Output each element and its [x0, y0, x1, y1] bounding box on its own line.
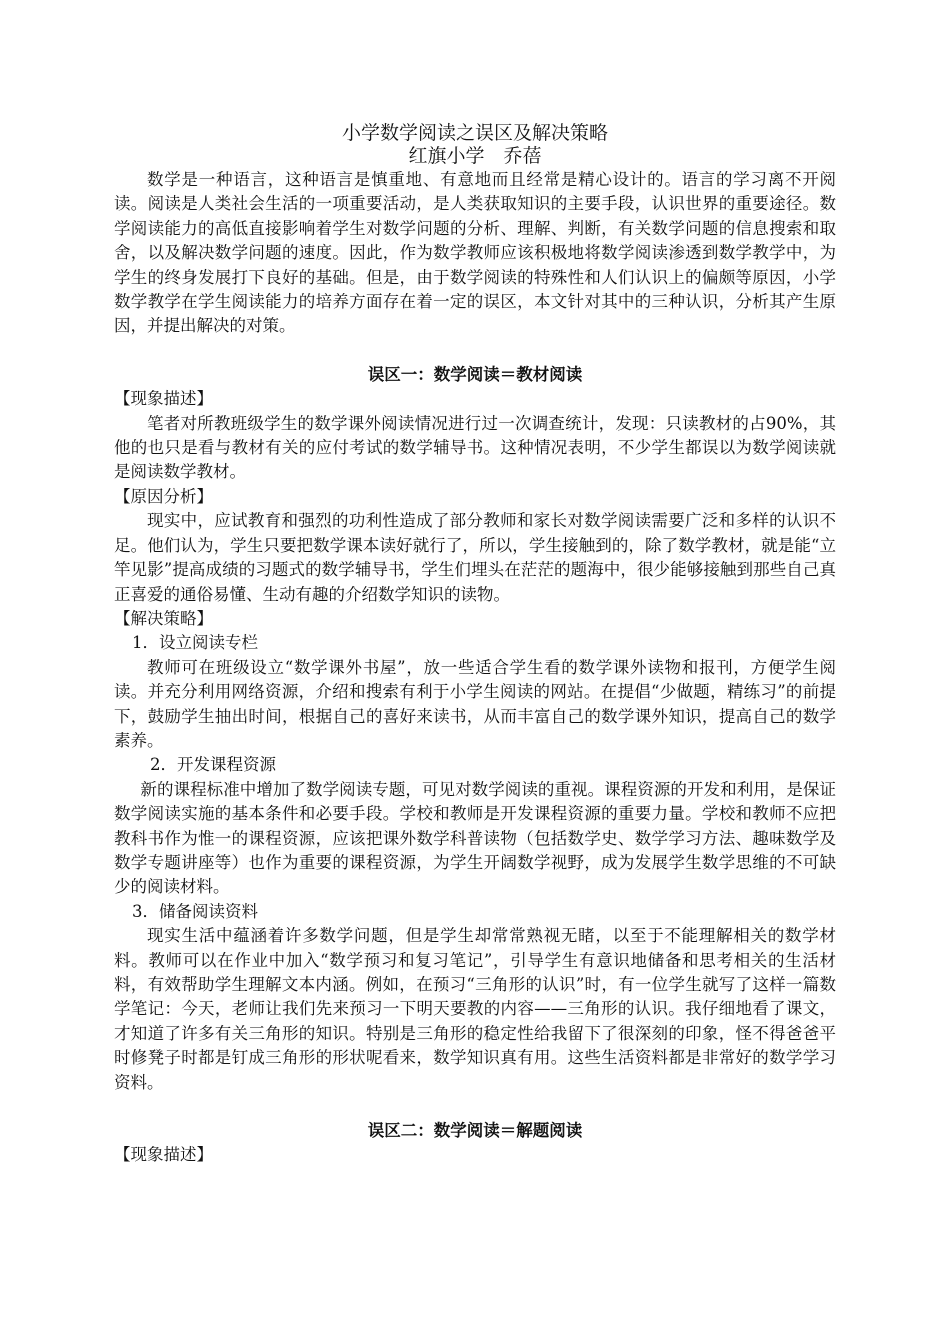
solution-item1-text: 教师可在班级设立“数学课外书屋”，放一些适合学生看的数学课外读物和报刊，方便学生阅读。并充分利用网络资源，介绍和搜索有利于小学生阅读的网站。在提倡“少做题，精练习”的前提下，鼓励学生抽出时间，根据自己的喜好来读书，从而丰富自己的数学课外知识，提高自己的数学素养。: [114, 657, 836, 750]
document-page: [114, 122, 836, 1168]
section1-phenomenon-text: 笔者对所教班级学生的数学课外阅读情况进行过一次调查统计，发现：只读教材的占90%，其他的也只是看与教材有关的应付考试的数学辅导书。这种情况表明，不少学生都误以为数学阅读就是阅读数学教材。: [114, 413, 836, 482]
solution-item2-title: 2．开发课程资源: [150, 755, 276, 775]
section1-cause-tag: 【原因分析】: [114, 486, 213, 506]
solution-item3-text: 现实生活中蕴涵着许多数学问题，但是学生却常常熟视无睹，以至于不能理解相关的数学材料。教师可以在作业中加入“数学预习和复习笔记”，引导学生有意识地储备和思考相关的生活材料，有效帮助学生理解文本内涵。例如，在预习“三角形的认识”时，有一位学生就写了这样一篇数学笔记：今天，老师让我们先来预习一下明天要教的内容——三角形的认识。我仔细地看了课文，才知道了许多有关三角形的知识。特别是三角形的稳定性给我留下了很深刻的印象，怪不得爸爸平时修凳子时都是钉成三角形的形状呢看来，数学知识真有用。这些生活资料都是非常好的数学学习资料。: [114, 926, 836, 1092]
section2-heading: 误区二：数学阅读＝解题阅读: [367, 1121, 583, 1141]
section1-cause-text: 现实中，应试教育和强烈的功利性造成了部分教师和家长对数学阅读需要广泛和多样的认识不足。他们认为，学生只要把数学课本读好就行了，所以，学生接触到的，除了数学教材，就是能“立竿见影”提高成绩的习题式的数学辅导书，学生们埋头在茫茫的题海中，很少能够接触到那些自己真正喜爱的通俗易懂、生动有趣的介绍数学知识的读物。: [114, 511, 836, 604]
document-author: 红旗小学 乔蓓: [408, 145, 542, 167]
intro-paragraph: 数学是一种语言，这种语言是慎重地、有意地而且经常是精心设计的。语言的学习离不开阅读。阅读是人类社会生活的一项重要活动，是人类获取知识的主要手段，认识世界的重要途径。数学阅读能力的高低直接影响着学生对数学问题的分析、理解、判断，有关数学问题的信息搜索和取舍，以及解决数学问题的速度。因此，作为数学教师应该积极地将数学阅读渗透到数学教学中，为学生的终身发展打下良好的基础。但是，由于数学阅读的特殊性和人们认识上的偏颇等原因，小学数学教学在学生阅读能力的培养方面存在着一定的误区，本文针对其中的三种认识，分析其产生原因，并提出解决的对策。: [114, 170, 836, 336]
solution-item3-title: 3．储备阅读资料: [132, 901, 258, 921]
solution-item2-text: 新的课程标准中增加了数学阅读专题，可见对数学阅读的重视。课程资源的开发和利用，是保证数学阅读实施的基本条件和必要手段。学校和教师是开发课程资源的重要力量。学校和教师不应把教科书作为惟一的课程资源，应该把课外数学科普读物（包括数学史、数学学习方法、趣味数学及数学专题讲座等）也作为重要的课程资源，为学生开阔数学视野，成为发展学生数学思维的不可缺少的阅读材料。: [114, 779, 836, 897]
document-title: 小学数学阅读之误区及解决策略: [341, 122, 608, 144]
solution-item1-title: 1．设立阅读专栏: [132, 633, 258, 653]
section2-phenomenon-tag: 【现象描述】: [114, 1145, 213, 1165]
section1-phenomenon-tag: 【现象描述】: [114, 389, 213, 409]
section1-solution-tag: 【解决策略】: [114, 608, 213, 628]
spacer: [114, 1095, 836, 1119]
section1-heading: 误区一：数学阅读＝教材阅读: [367, 364, 583, 384]
spacer: [114, 339, 836, 363]
